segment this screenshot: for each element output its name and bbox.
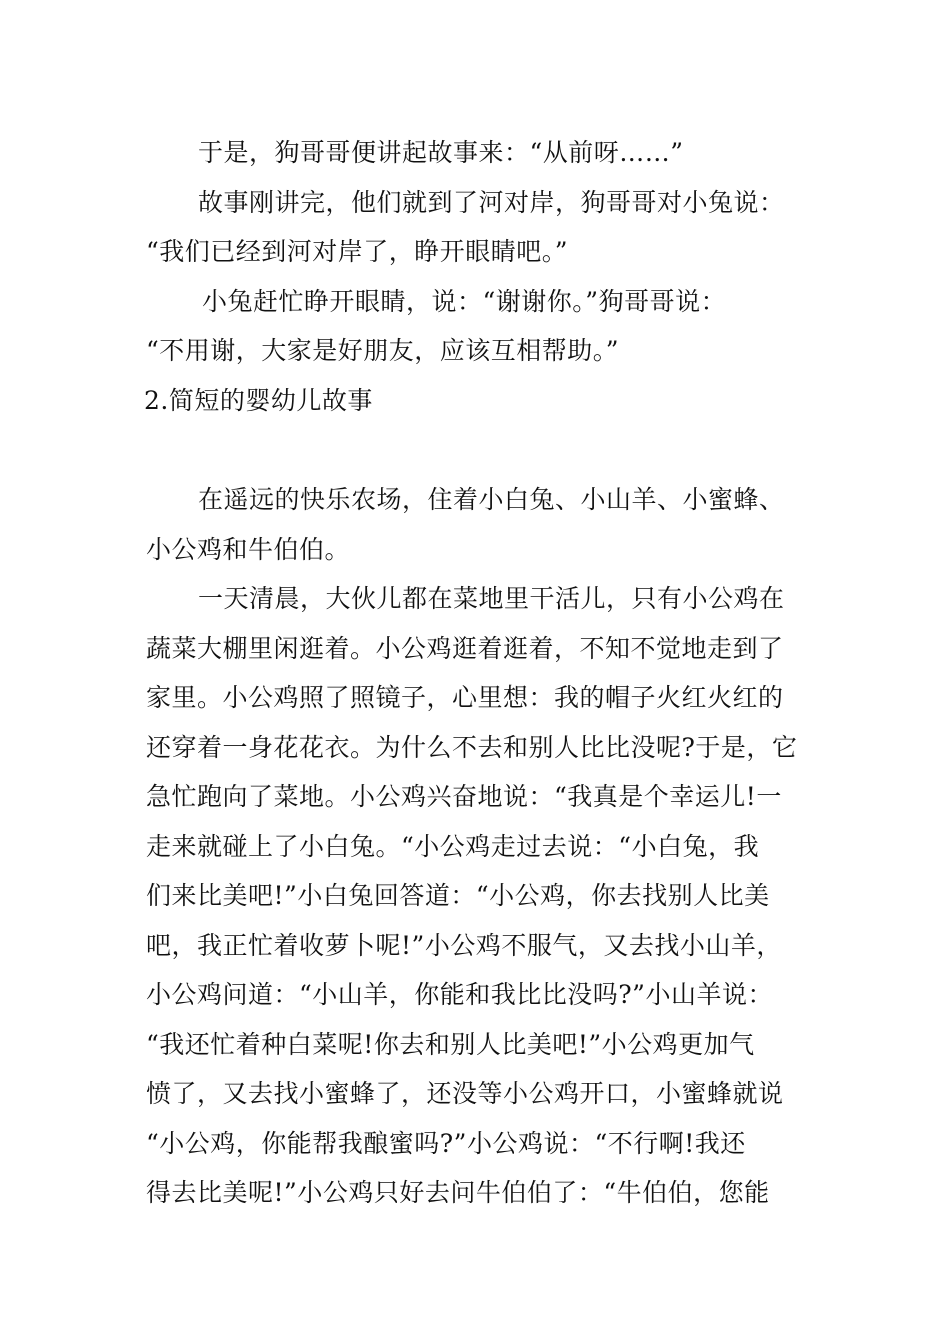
paragraph-line: 得去比美呢!”小公鸡只好去问牛伯伯了：“牛伯伯，您能 [146, 1178, 770, 1207]
paragraph-line: 故事刚讲完，他们就到了河对岸，狗哥哥对小兔说： [198, 187, 785, 217]
paragraph-line: 一天清晨，大伙儿都在菜地里干活儿，只有小公鸡在 [198, 584, 785, 613]
paragraph-line: “我还忙着种白菜呢!你去和别人比美吧!”小公鸡更加气 [146, 1029, 755, 1059]
paragraph-line: 吧，我正忙着收萝卜呢!”小公鸡不服气，又去找小山羊， [146, 930, 782, 960]
paragraph-line: “小公鸡，你能帮我酿蜜吗?”小公鸡说：“不行啊!我还 [146, 1128, 746, 1158]
section-heading: 2.简短的婴幼儿故事 [144, 385, 373, 415]
paragraph-line: 小公鸡问道：“小山羊，你能和我比比没吗?”小山羊说： [146, 980, 773, 1009]
paragraph-line: 小公鸡和牛伯伯。 [146, 534, 351, 564]
document-page [146, 128, 810, 1218]
paragraph-line: 家里。小公鸡照了照镜子，心里想：我的帽子火红火红的 [146, 683, 784, 712]
paragraph-line: 小兔赶忙睁开眼睛，说：“谢谢你。”狗哥哥说： [202, 286, 727, 316]
paragraph-line: “不用谢，大家是好朋友，应该互相帮助。” [146, 336, 620, 365]
paragraph-line: 还穿着一身花花衣。为什么不去和别人比比没呢?于是，它 [146, 732, 798, 762]
blank-space [146, 425, 810, 475]
paragraph-line: 走来就碰上了小白兔。“小公鸡走过去说：“小白兔，我 [146, 831, 760, 861]
paragraph-line: 蔬菜大棚里闲逛着。小公鸡逛着逛着，不知不觉地走到了 [146, 633, 784, 663]
paragraph-line: 愤了，又去找小蜜蜂了，还没等小公鸡开口，小蜜蜂就说 [146, 1079, 784, 1108]
paragraph-line: 于是，狗哥哥便讲起故事来：“从前呀……” [198, 138, 684, 167]
paragraph-line: 在遥远的快乐农场，住着小白兔、小山羊、小蜜蜂、 [198, 485, 785, 514]
paragraph-line: 们来比美吧!”小白兔回答道：“小公鸡，你去找别人比美 [146, 881, 770, 910]
paragraph-line: 急忙跑向了菜地。小公鸡兴奋地说：“我真是个幸运儿!一 [146, 782, 782, 811]
paragraph-line: “我们已经到河对岸了，睁开眼睛吧。” [146, 237, 569, 266]
